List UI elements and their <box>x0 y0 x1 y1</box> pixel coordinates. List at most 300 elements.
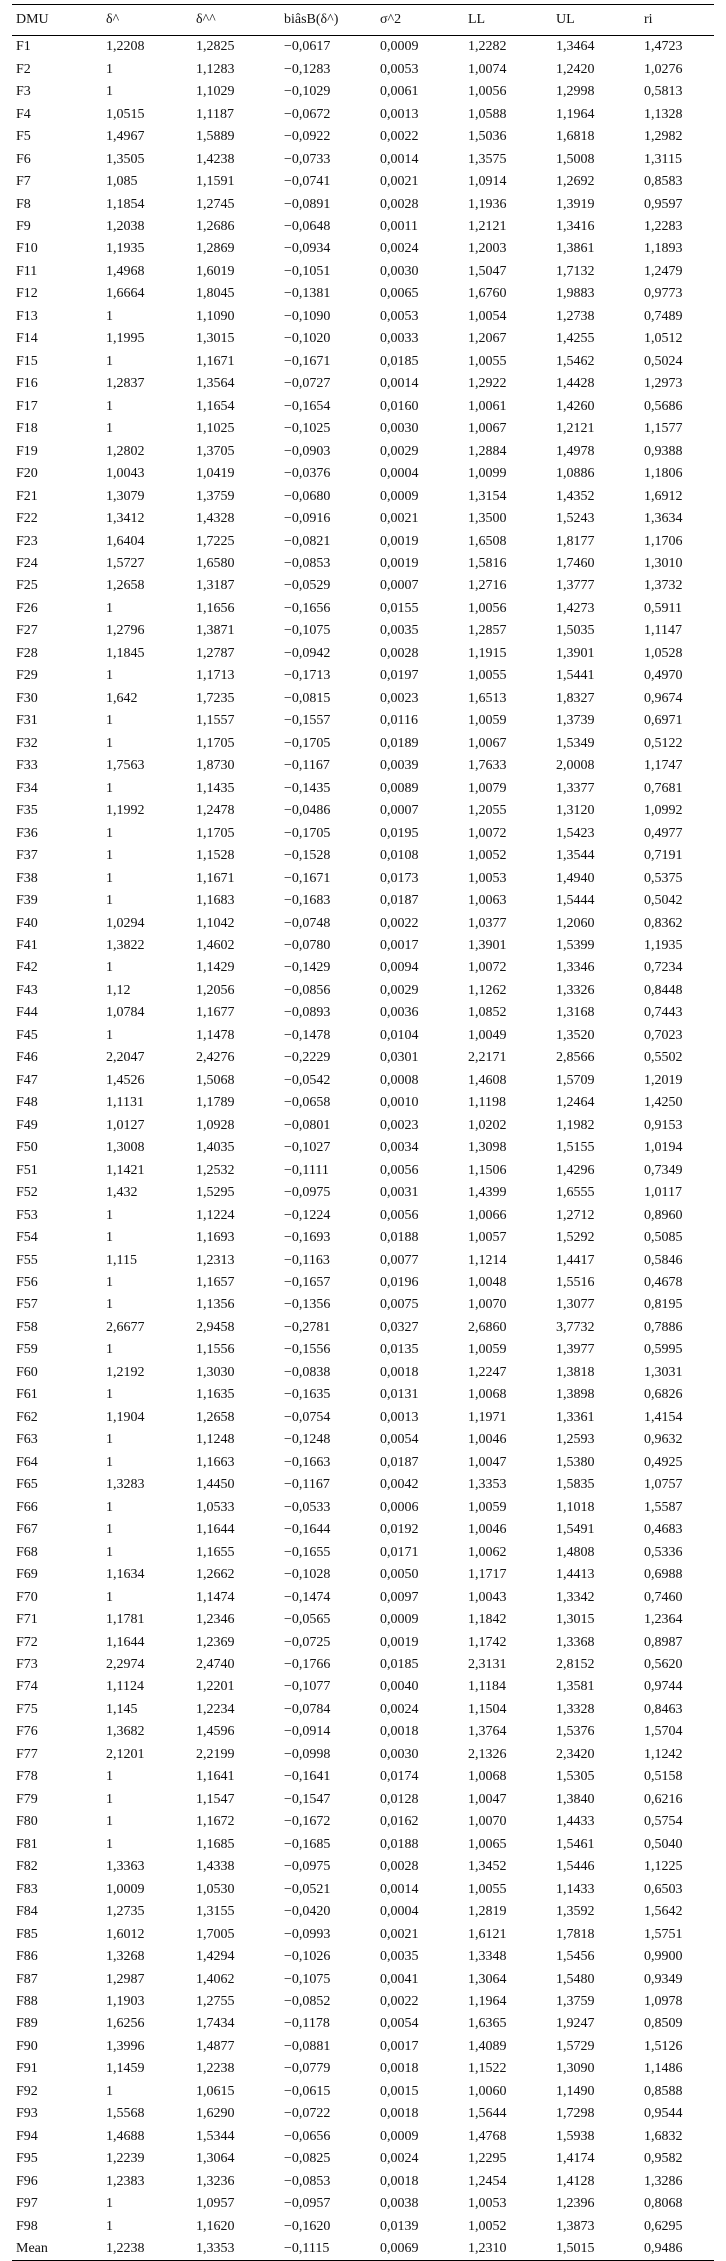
cell-ri: 1,1328 <box>644 106 683 122</box>
cell-ll: 1,0059 <box>468 1342 507 1358</box>
cell-dmu: F29 <box>16 668 38 684</box>
cell-delta-double-hat: 1,4450 <box>196 1477 235 1493</box>
cell-ll: 1,0049 <box>468 1027 507 1043</box>
cell-sigma-squared: 0,0104 <box>380 1027 419 1043</box>
cell-bias: −0,0779 <box>284 2061 331 2077</box>
cell-dmu: F36 <box>16 825 38 841</box>
cell-ll: 1,1214 <box>468 1252 507 1268</box>
cell-delta-double-hat: 1,1641 <box>196 1769 235 1785</box>
cell-delta-hat: 1,3008 <box>106 1140 145 1156</box>
cell-ll: 1,0054 <box>468 308 507 324</box>
cell-delta-hat: 1,1131 <box>106 1095 144 1111</box>
table-row <box>12 1811 714 1833</box>
cell-ul: 1,2593 <box>556 1432 595 1448</box>
cell-ri: 0,8463 <box>644 1701 683 1717</box>
cell-bias: −0,1693 <box>284 1230 331 1246</box>
table-row <box>12 530 714 552</box>
cell-ll: 1,2884 <box>468 443 507 459</box>
cell-sigma-squared: 0,0021 <box>380 511 419 527</box>
cell-ll: 1,5644 <box>468 2106 507 2122</box>
cell-sigma-squared: 0,0010 <box>380 1095 419 1111</box>
cell-ll: 1,1915 <box>468 645 507 661</box>
cell-ri: 1,5642 <box>644 1904 683 1920</box>
cell-ul: 2,8152 <box>556 1656 595 1672</box>
cell-ri: 1,2019 <box>644 1072 683 1088</box>
cell-ri: 0,9744 <box>644 1679 683 1695</box>
cell-ri: 1,1225 <box>644 1859 683 1875</box>
cell-ll: 1,0068 <box>468 1387 507 1403</box>
table-row <box>12 103 714 125</box>
cell-ri: 0,8987 <box>644 1634 683 1650</box>
cell-bias: −0,0784 <box>284 1701 331 1717</box>
cell-delta-double-hat: 1,1705 <box>196 735 235 751</box>
cell-dmu: F42 <box>16 960 38 976</box>
cell-ll: 1,0046 <box>468 1522 507 1538</box>
cell-ll: 1,1198 <box>468 1095 506 1111</box>
cell-delta-double-hat: 1,0615 <box>196 2083 235 2099</box>
cell-bias: −0,0856 <box>284 982 331 998</box>
cell-ll: 1,0065 <box>468 1836 507 1852</box>
cell-dmu: F20 <box>16 466 38 482</box>
cell-bias: −0,0852 <box>284 1994 331 2010</box>
cell-bias: −0,0903 <box>284 443 331 459</box>
cell-bias: −0,1077 <box>284 1679 331 1695</box>
cell-delta-double-hat: 1,1547 <box>196 1791 235 1807</box>
cell-delta-hat: 2,2974 <box>106 1656 145 1672</box>
table-row <box>12 2103 714 2125</box>
cell-ul: 1,4352 <box>556 488 595 504</box>
cell-delta-double-hat: 1,4238 <box>196 151 235 167</box>
cell-dmu: F56 <box>16 1275 38 1291</box>
cell-ri: 1,0992 <box>644 803 683 819</box>
cell-sigma-squared: 0,0192 <box>380 1522 419 1538</box>
cell-ul: 1,3361 <box>556 1409 595 1425</box>
cell-delta-hat: 1 <box>106 713 113 729</box>
cell-dmu: F49 <box>16 1117 38 1133</box>
cell-delta-double-hat: 1,2346 <box>196 1612 235 1628</box>
table-row <box>12 1025 714 1047</box>
cell-dmu: F71 <box>16 1612 38 1628</box>
cell-ll: 1,3348 <box>468 1949 507 1965</box>
cell-sigma-squared: 0,0009 <box>380 1612 419 1628</box>
cell-sigma-squared: 0,0054 <box>380 1432 419 1448</box>
cell-ul: 1,5380 <box>556 1454 595 1470</box>
cell-dmu: F39 <box>16 893 38 909</box>
cell-ul: 1,3342 <box>556 1589 595 1605</box>
cell-ll: 1,0055 <box>468 1881 507 1897</box>
cell-ri: 0,5158 <box>644 1769 683 1785</box>
cell-ul: 1,5938 <box>556 2128 595 2144</box>
cell-bias: −0,0975 <box>284 1859 331 1875</box>
cell-sigma-squared: 0,0094 <box>380 960 419 976</box>
cell-dmu: F2 <box>16 61 31 77</box>
table-row <box>12 1227 714 1249</box>
table-row <box>12 238 714 260</box>
cell-delta-double-hat: 1,2238 <box>196 2061 235 2077</box>
cell-delta-hat: 1 <box>106 668 113 684</box>
cell-dmu: F88 <box>16 1994 38 2010</box>
cell-ul: 1,5008 <box>556 151 595 167</box>
cell-dmu: F65 <box>16 1477 38 1493</box>
cell-delta-double-hat: 1,1655 <box>196 1544 235 1560</box>
cell-delta-hat: 1,145 <box>106 1701 138 1717</box>
table-row <box>12 36 714 59</box>
table-row <box>12 1317 714 1339</box>
cell-ri: 0,5911 <box>644 600 682 616</box>
cell-dmu: F77 <box>16 1746 38 1762</box>
header-ri: ri <box>640 5 714 36</box>
cell-dmu: F16 <box>16 376 38 392</box>
cell-ll: 1,0056 <box>468 84 507 100</box>
cell-bias: −0,1356 <box>284 1297 331 1313</box>
cell-delta-double-hat: 1,3030 <box>196 1364 235 1380</box>
cell-ul: 1,4260 <box>556 398 595 414</box>
cell-ul: 1,4428 <box>556 376 595 392</box>
cell-ul: 1,5243 <box>556 511 595 527</box>
cell-delta-hat: 1 <box>106 735 113 751</box>
cell-bias: −0,1051 <box>284 263 331 279</box>
cell-delta-double-hat: 1,1620 <box>196 2218 235 2234</box>
cell-delta-double-hat: 1,1663 <box>196 1454 235 1470</box>
cell-ll: 1,0055 <box>468 353 507 369</box>
cell-ll: 1,0377 <box>468 915 507 931</box>
cell-ll: 1,4608 <box>468 1072 507 1088</box>
cell-sigma-squared: 0,0019 <box>380 556 419 572</box>
cell-ul: 1,7132 <box>556 263 595 279</box>
cell-ll: 1,0099 <box>468 466 507 482</box>
cell-ll: 1,1262 <box>468 982 507 998</box>
table-body <box>12 36 714 2261</box>
cell-dmu: F7 <box>16 174 31 190</box>
cell-dmu: F93 <box>16 2106 38 2122</box>
cell-ll: 1,1504 <box>468 1701 507 1717</box>
cell-ri: 0,5620 <box>644 1656 683 1672</box>
cell-bias: −0,1644 <box>284 1522 331 1538</box>
cell-delta-double-hat: 1,2532 <box>196 1162 235 1178</box>
cell-delta-hat: 1,1421 <box>106 1162 145 1178</box>
cell-sigma-squared: 0,0028 <box>380 1859 419 1875</box>
cell-dmu: F66 <box>16 1499 38 1515</box>
cell-bias: −0,0725 <box>284 1634 331 1650</box>
cell-ul: 1,3840 <box>556 1791 595 1807</box>
cell-ll: 1,0043 <box>468 1589 507 1605</box>
cell-delta-double-hat: 1,2662 <box>196 1567 235 1583</box>
cell-bias: −0,0542 <box>284 1072 331 1088</box>
table-row <box>12 957 714 979</box>
cell-ri: 1,2982 <box>644 129 683 145</box>
cell-delta-hat: 1,1854 <box>106 196 145 212</box>
cell-ri: 0,9674 <box>644 690 683 706</box>
header-dmu: DMU <box>12 5 102 36</box>
cell-ri: 1,3732 <box>644 578 683 594</box>
cell-sigma-squared: 0,0053 <box>380 61 419 77</box>
cell-ul: 1,4940 <box>556 870 595 886</box>
cell-sigma-squared: 0,0022 <box>380 129 419 145</box>
cell-dmu: F28 <box>16 645 38 661</box>
cell-bias: −0,0853 <box>284 556 331 572</box>
table-row <box>12 553 714 575</box>
cell-ul: 1,3090 <box>556 2061 595 2077</box>
cell-bias: −0,1556 <box>284 1342 331 1358</box>
cell-ri: 1,1806 <box>644 466 683 482</box>
table-row <box>12 396 714 418</box>
cell-delta-hat: 1 <box>106 2196 113 2212</box>
table-row <box>12 463 714 485</box>
table-row <box>12 1564 714 1586</box>
table-row <box>12 1991 714 2013</box>
cell-delta-double-hat: 1,1025 <box>196 421 235 437</box>
cell-delta-double-hat: 1,3759 <box>196 488 235 504</box>
cell-ll: 1,6121 <box>468 1926 507 1942</box>
cell-delta-hat: 1 <box>106 61 113 77</box>
cell-sigma-squared: 0,0029 <box>380 443 419 459</box>
cell-ri: 0,6503 <box>644 1881 683 1897</box>
table-row <box>12 126 714 148</box>
cell-delta-double-hat: 1,2825 <box>196 39 235 55</box>
cell-bias: −0,2781 <box>284 1319 331 1335</box>
cell-ri: 1,2973 <box>644 376 683 392</box>
cell-delta-hat: 1 <box>106 1207 113 1223</box>
cell-sigma-squared: 0,0116 <box>380 713 418 729</box>
cell-ul: 1,5516 <box>556 1275 595 1291</box>
cell-delta-double-hat: 1,1677 <box>196 1005 235 1021</box>
cell-ul: 2,3420 <box>556 1746 595 1762</box>
cell-ul: 1,3581 <box>556 1679 595 1695</box>
table-row <box>12 81 714 103</box>
cell-sigma-squared: 0,0061 <box>380 84 419 100</box>
cell-ll: 1,0068 <box>468 1769 507 1785</box>
cell-delta-double-hat: 1,1657 <box>196 1275 235 1291</box>
cell-dmu: F85 <box>16 1926 38 1942</box>
cell-delta-hat: 1,2238 <box>102 2238 192 2261</box>
cell-delta-hat: 1 <box>106 600 113 616</box>
cell-ll: 1,0055 <box>468 668 507 684</box>
table-row <box>12 1429 714 1451</box>
cell-sigma-squared: 0,0008 <box>380 1072 419 1088</box>
table-row <box>12 1834 714 1856</box>
cell-delta-double-hat: 1,1693 <box>196 1230 235 1246</box>
table-row <box>12 58 714 80</box>
cell-delta-hat: 1,2987 <box>106 1971 145 1987</box>
cell-ul: 1,2998 <box>556 84 595 100</box>
cell-sigma-squared: 0,0021 <box>380 1926 419 1942</box>
cell-sigma-squared: 0,0015 <box>380 2083 419 2099</box>
cell-ul: 1,3368 <box>556 1634 595 1650</box>
table-row <box>12 171 714 193</box>
cell-delta-double-hat: 1,6580 <box>196 556 235 572</box>
cell-ri: 0,7489 <box>644 308 683 324</box>
cell-ll: 1,3154 <box>468 488 507 504</box>
cell-ll: 1,1971 <box>468 1409 507 1425</box>
cell-dmu: F30 <box>16 690 38 706</box>
cell-delta-double-hat: 2,9458 <box>196 1319 235 1335</box>
cell-delta-hat: 1 <box>106 1230 113 1246</box>
cell-delta-hat: 1 <box>106 1454 113 1470</box>
cell-bias: −0,1429 <box>284 960 331 976</box>
cell-dmu: F95 <box>16 2151 38 2167</box>
cell-ul: 1,5423 <box>556 825 595 841</box>
cell-dmu: F98 <box>16 2218 38 2234</box>
cell-ll: 1,3098 <box>468 1140 507 1156</box>
cell-dmu: F52 <box>16 1185 38 1201</box>
cell-delta-double-hat: 1,1248 <box>196 1432 235 1448</box>
cell-ri: 0,9597 <box>644 196 683 212</box>
cell-ll: 1,3353 <box>468 1477 507 1493</box>
table-row <box>12 1452 714 1474</box>
table-row <box>12 845 714 867</box>
cell-ul: 1,5729 <box>556 2038 595 2054</box>
cell-sigma-squared: 0,0053 <box>380 308 419 324</box>
cell-ul: 1,3077 <box>556 1297 595 1313</box>
cell-ri: 0,7443 <box>644 1005 683 1021</box>
cell-delta-hat: 1 <box>106 960 113 976</box>
cell-ri: 0,6295 <box>644 2218 683 2234</box>
cell-delta-hat: 1 <box>106 1275 113 1291</box>
table-row <box>12 777 714 799</box>
table-row <box>12 1721 714 1743</box>
cell-bias: −0,2229 <box>284 1050 331 1066</box>
cell-dmu: F78 <box>16 1769 38 1785</box>
cell-delta-double-hat: 1,4062 <box>196 1971 235 1987</box>
cell-bias: −0,0486 <box>284 803 331 819</box>
cell-bias: −0,1641 <box>284 1769 331 1785</box>
cell-bias: −0,0376 <box>284 466 331 482</box>
cell-delta-double-hat: 1,5295 <box>196 1185 235 1201</box>
cell-ll: 1,0067 <box>468 735 507 751</box>
cell-delta-double-hat: 1,4338 <box>196 1859 235 1875</box>
cell-bias: −0,1283 <box>284 61 331 77</box>
cell-ul: 1,0886 <box>556 466 595 482</box>
cell-sigma-squared: 0,0162 <box>380 1814 419 1830</box>
cell-delta-double-hat: 1,0957 <box>196 2196 235 2212</box>
cell-ri: 1,5587 <box>644 1499 683 1515</box>
cell-delta-double-hat: 1,2201 <box>196 1679 235 1695</box>
cell-ll: 1,1842 <box>468 1612 507 1628</box>
cell-ll: 2,6860 <box>468 1319 507 1335</box>
cell-sigma-squared: 0,0187 <box>380 1454 419 1470</box>
cell-bias: −0,1224 <box>284 1207 331 1223</box>
cell-ll: 1,4768 <box>468 2128 507 2144</box>
cell-sigma-squared: 0,0173 <box>380 870 419 886</box>
table-row <box>12 1789 714 1811</box>
cell-delta-hat: 1,1992 <box>106 803 145 819</box>
cell-ri: 0,9349 <box>644 1971 683 1987</box>
table-row <box>12 2081 714 2103</box>
cell-delta-double-hat: 1,1672 <box>196 1814 235 1830</box>
cell-sigma-squared: 0,0011 <box>380 218 418 234</box>
cell-delta-hat: 1 <box>106 398 113 414</box>
cell-bias: −0,0617 <box>284 39 331 55</box>
cell-ul: 1,4273 <box>556 600 595 616</box>
cell-ri: 0,9486 <box>640 2238 714 2261</box>
cell-delta-double-hat: 1,5889 <box>196 129 235 145</box>
cell-sigma-squared: 0,0042 <box>380 1477 419 1493</box>
cell-dmu: F10 <box>16 241 38 257</box>
cell-ri: 0,8588 <box>644 2083 683 2099</box>
cell-delta-hat: 1,3822 <box>106 937 145 953</box>
cell-ul: 1,4128 <box>556 2173 595 2189</box>
cell-bias: −0,0748 <box>284 915 331 931</box>
cell-sigma-squared: 0,0185 <box>380 353 419 369</box>
cell-delta-double-hat: 1,1591 <box>196 174 235 190</box>
cell-delta-double-hat: 1,4596 <box>196 1724 235 1740</box>
cell-sigma-squared: 0,0097 <box>380 1589 419 1605</box>
cell-bias: −0,0821 <box>284 533 331 549</box>
cell-sigma-squared: 0,0009 <box>380 39 419 55</box>
cell-ri: 0,5085 <box>644 1230 683 1246</box>
table-row <box>12 935 714 957</box>
table-row <box>12 688 714 710</box>
cell-ll: 1,4399 <box>468 1185 507 1201</box>
table-row <box>12 598 714 620</box>
cell-dmu: F81 <box>16 1836 38 1852</box>
cell-ri: 1,4250 <box>644 1095 683 1111</box>
cell-sigma-squared: 0,0327 <box>380 1319 419 1335</box>
cell-ri: 1,3286 <box>644 2173 683 2189</box>
cell-ri: 0,5042 <box>644 893 683 909</box>
cell-dmu: F41 <box>16 937 38 953</box>
table-row <box>12 1474 714 1496</box>
cell-ll: 1,3064 <box>468 1971 507 1987</box>
cell-ri: 0,9900 <box>644 1949 683 1965</box>
cell-delta-double-hat: 1,7005 <box>196 1926 235 1942</box>
cell-ri: 0,4970 <box>644 668 683 684</box>
cell-sigma-squared: 0,0038 <box>380 2196 419 2212</box>
cell-delta-hat: 1 <box>106 780 113 796</box>
cell-delta-hat: 1 <box>106 893 113 909</box>
cell-dmu: F92 <box>16 2083 38 2099</box>
cell-delta-hat: 1 <box>106 848 113 864</box>
cell-sigma-squared: 0,0050 <box>380 1567 419 1583</box>
cell-ul: 1,8327 <box>556 690 595 706</box>
cell-ul: 3,7732 <box>556 1319 595 1335</box>
cell-dmu: F67 <box>16 1522 38 1538</box>
table-row <box>12 665 714 687</box>
cell-bias: −0,1528 <box>284 848 331 864</box>
cell-bias: −0,0825 <box>284 2151 331 2167</box>
cell-delta-hat: 1,2658 <box>106 578 145 594</box>
cell-sigma-squared: 0,0135 <box>380 1342 419 1358</box>
cell-ri: 0,5813 <box>644 84 683 100</box>
cell-sigma-squared: 0,0023 <box>380 690 419 706</box>
cell-bias: −0,1656 <box>284 600 331 616</box>
cell-sigma-squared: 0,0018 <box>380 2061 419 2077</box>
cell-delta-hat: 1,5568 <box>106 2106 145 2122</box>
cell-ul: 1,5292 <box>556 1230 595 1246</box>
cell-delta-double-hat: 1,2658 <box>196 1409 235 1425</box>
cell-delta-double-hat: 1,1713 <box>196 668 235 684</box>
cell-ul: 1,5441 <box>556 668 595 684</box>
cell-dmu: F75 <box>16 1701 38 1717</box>
cell-delta-double-hat: 1,1429 <box>196 960 235 976</box>
cell-ll: 1,5036 <box>468 129 507 145</box>
cell-ul: 1,3861 <box>556 241 595 257</box>
cell-ul: 1,3015 <box>556 1612 595 1628</box>
cell-ll: 1,1184 <box>468 1679 506 1695</box>
cell-ri: 0,7349 <box>644 1162 683 1178</box>
cell-ll: 1,0047 <box>468 1791 507 1807</box>
cell-ri: 1,2479 <box>644 263 683 279</box>
cell-bias: −0,1547 <box>284 1791 331 1807</box>
cell-sigma-squared: 0,0041 <box>380 1971 419 1987</box>
cell-delta-double-hat: 2,4276 <box>196 1050 235 1066</box>
cell-delta-double-hat: 1,0530 <box>196 1881 235 1897</box>
cell-delta-double-hat: 1,6290 <box>196 2106 235 2122</box>
cell-sigma-squared: 0,0013 <box>380 106 419 122</box>
cell-sigma-squared: 0,0185 <box>380 1656 419 1672</box>
cell-ul: 1,1964 <box>556 106 595 122</box>
cell-delta-hat: 1,2796 <box>106 623 145 639</box>
